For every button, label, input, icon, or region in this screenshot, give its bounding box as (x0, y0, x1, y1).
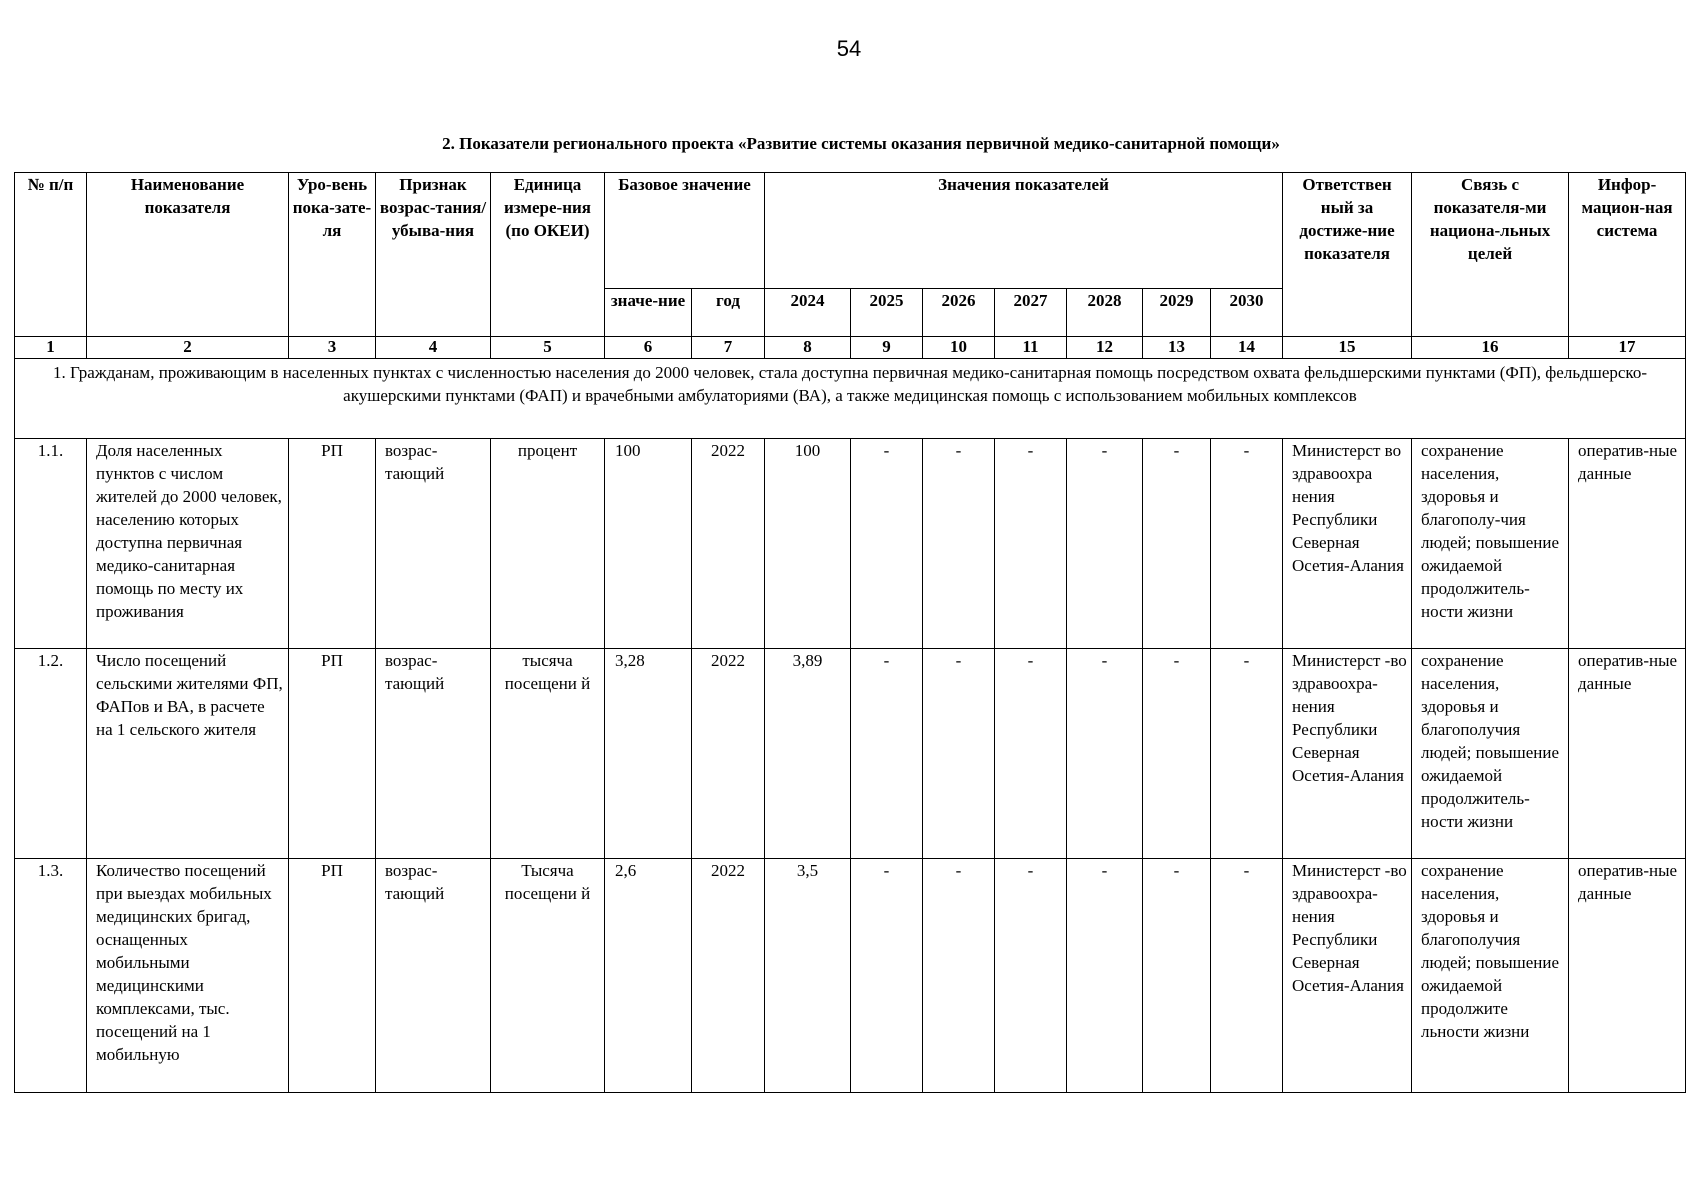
header-info: Инфор-мацион-ная система (1569, 173, 1686, 337)
row-value-2026: - (923, 859, 995, 1093)
column-number: 14 (1211, 337, 1283, 359)
column-number: 7 (692, 337, 765, 359)
table-row (15, 649, 1686, 859)
row-name: Число посещений сельскими жителями ФП, ФАПов и ВА, в расчете на 1 сельского жителя (87, 649, 289, 859)
row-national-goal-link: сохранение населения, здоровья и благополу-чия людей; повышение ожидаемой продолжитель-ности жизни (1412, 439, 1569, 649)
row-responsible: Министерст во здравоохра нения Республики Северная Осетия-Алания (1283, 439, 1412, 649)
header-responsible: Ответствен ный за достиже-ние показателя (1283, 173, 1412, 337)
row-responsible: Министерст -во здравоохра-нения Республики Северная Осетия-Алания (1283, 859, 1412, 1093)
row-value-2027: - (995, 649, 1067, 859)
row-value-2027: - (995, 859, 1067, 1093)
row-base-value: 3,28 (605, 649, 692, 859)
header-num: № п/п (15, 173, 87, 337)
column-number: 12 (1067, 337, 1143, 359)
row-level: РП (289, 439, 376, 649)
column-number: 5 (491, 337, 605, 359)
row-base-value: 2,6 (605, 859, 692, 1093)
column-number: 1 (15, 337, 87, 359)
header-level: Уро-вень пока-зате-ля (289, 173, 376, 337)
column-number: 16 (1412, 337, 1569, 359)
row-num: 1.2. (15, 649, 87, 859)
table-title: 2. Показатели регионального проекта «Развитие системы оказания первичной медико-санитарной помощи» (442, 134, 1280, 153)
row-value-2024: 3,89 (765, 649, 851, 859)
column-number: 13 (1143, 337, 1211, 359)
row-info-system: оператив-ные данные (1569, 649, 1686, 859)
column-number: 2 (87, 337, 289, 359)
header-values: Значения показателей (765, 173, 1283, 289)
header-name: Наименование показателя (87, 173, 289, 337)
row-value-2028: - (1067, 649, 1143, 859)
header-trend: Признак возрас-тания/ убыва-ния (376, 173, 491, 337)
row-name: Доля населенных пунктов с числом жителей до 2000 человек, населению которых доступна первичная медико-санитарная помощь по месту их проживания (87, 439, 289, 649)
row-base-year: 2022 (692, 649, 765, 859)
row-value-2028: - (1067, 859, 1143, 1093)
page-number: 54 (836, 36, 862, 61)
header-year-2025: 2025 (851, 289, 923, 337)
header-row (15, 173, 1686, 289)
row-value-2029: - (1143, 439, 1211, 649)
column-number: 3 (289, 337, 376, 359)
column-number: 15 (1283, 337, 1412, 359)
row-trend: возрас-тающий (376, 439, 491, 649)
row-unit: Тысяча посещени й (491, 859, 605, 1093)
row-value-2027: - (995, 439, 1067, 649)
row-value-2026: - (923, 439, 995, 649)
row-num: 1.1. (15, 439, 87, 649)
row-info-system: оператив-ные данные (1569, 859, 1686, 1093)
header-year-2028: 2028 (1067, 289, 1143, 337)
column-number: 10 (923, 337, 995, 359)
column-number: 9 (851, 337, 923, 359)
header-year-2029: 2029 (1143, 289, 1211, 337)
row-unit: процент (491, 439, 605, 649)
row-value-2025: - (851, 859, 923, 1093)
row-value-2030: - (1211, 439, 1283, 649)
row-unit: тысяча посещени й (491, 649, 605, 859)
row-value-2024: 100 (765, 439, 851, 649)
row-level: РП (289, 859, 376, 1093)
header-base: Базовое значение (605, 173, 765, 289)
row-value-2026: - (923, 649, 995, 859)
table-row (15, 439, 1686, 649)
row-national-goal-link: сохранение населения, здоровья и благополучия людей; повышение ожидаемой продолжитель-ности жизни (1412, 649, 1569, 859)
row-value-2025: - (851, 439, 923, 649)
header-base-value: значе-ние (605, 289, 692, 337)
row-info-system: оператив-ные данные (1569, 439, 1686, 649)
column-number-row (15, 337, 1686, 359)
row-base-value: 100 (605, 439, 692, 649)
header-unit: Единица измере-ния (по ОКЕИ) (491, 173, 605, 337)
header-year-2027: 2027 (995, 289, 1067, 337)
row-level: РП (289, 649, 376, 859)
indicators-table (14, 172, 1686, 1093)
column-number: 17 (1569, 337, 1686, 359)
row-value-2029: - (1143, 859, 1211, 1093)
row-trend: возрас-тающий (376, 859, 491, 1093)
section-row (15, 359, 1686, 439)
header-year-2030: 2030 (1211, 289, 1283, 337)
row-base-year: 2022 (692, 439, 765, 649)
column-number: 6 (605, 337, 692, 359)
section-title: 1. Гражданам, проживающим в населенных пунктах с численностью населения до 2000 человек, стала доступна первичная медико-санитарная помощь посредством охвата фельдшерскими пунктами (ФП), фельдшерско-акушерскими пунктами (ФАП) и врачебными амбулаториями (ВА), а также медицинская помощь с использованием мобильных комплексов (15, 359, 1686, 439)
row-base-year: 2022 (692, 859, 765, 1093)
row-value-2025: - (851, 649, 923, 859)
row-value-2030: - (1211, 649, 1283, 859)
header-year-2026: 2026 (923, 289, 995, 337)
table-row (15, 859, 1686, 1093)
column-number: 4 (376, 337, 491, 359)
header-base-year: год (692, 289, 765, 337)
row-responsible: Министерст -во здравоохра-нения Республики Северная Осетия-Алания (1283, 649, 1412, 859)
row-value-2024: 3,5 (765, 859, 851, 1093)
header-year-2024: 2024 (765, 289, 851, 337)
row-value-2030: - (1211, 859, 1283, 1093)
row-national-goal-link: сохранение населения, здоровья и благополучия людей; повышение ожидаемой продолжите льности жизни (1412, 859, 1569, 1093)
row-value-2028: - (1067, 439, 1143, 649)
row-num: 1.3. (15, 859, 87, 1093)
row-value-2029: - (1143, 649, 1211, 859)
column-number: 8 (765, 337, 851, 359)
row-trend: возрас-тающий (376, 649, 491, 859)
header-link: Связь с показателя-ми национа-льных целей (1412, 173, 1569, 337)
column-number: 11 (995, 337, 1067, 359)
row-name: Количество посещений при выездах мобильных медицинских бригад, оснащенных мобильными медицинскими комплексами, тыс. посещений на 1 мобильную (87, 859, 289, 1093)
